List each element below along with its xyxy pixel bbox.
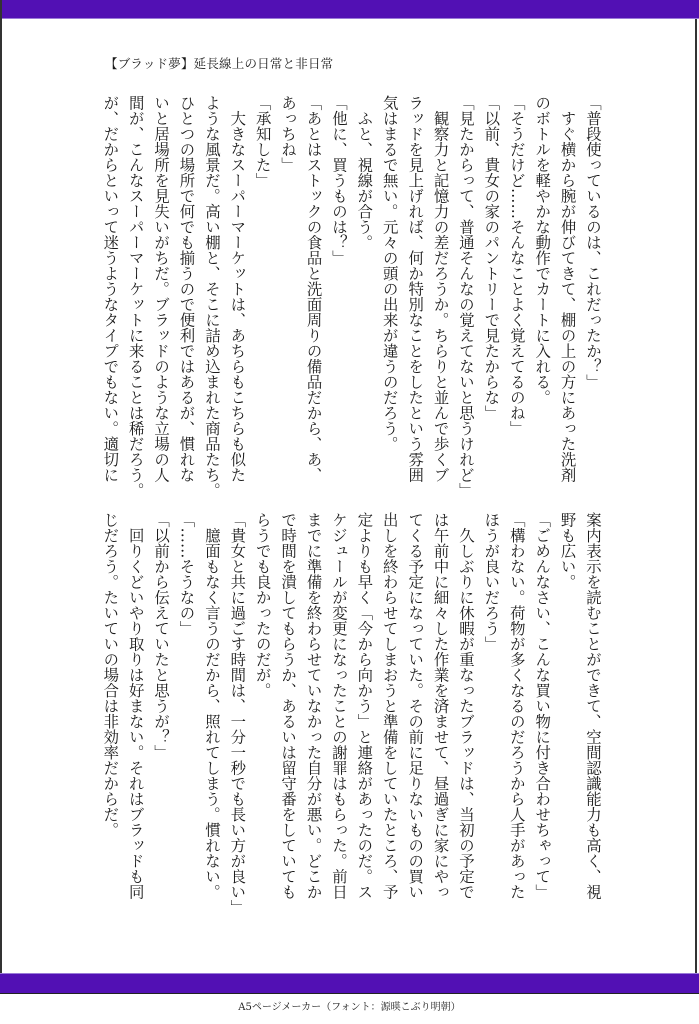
- text-column: 「以前から伝えていたと思うが？」: [152, 512, 171, 760]
- text-column: 「そうだけど……そんなことよく覚えてるのね」: [507, 95, 526, 436]
- text-column: 大きなスーパーマーケットは、あちらもこちらも似た: [228, 95, 247, 483]
- text-column: 「他に、買うものは？」: [329, 95, 348, 266]
- text-column: ラッドを見上げれば、何か特別なことをしたという雰囲: [406, 95, 425, 483]
- text-column: ほうが良いだろう」: [482, 512, 501, 652]
- text-column: 観察力と記憶力の差だろうか。ちらりと並んで歩くブ: [431, 95, 450, 483]
- text-column: 「あとはストックの食品と洗面周りの備品だから、あ、: [304, 95, 323, 483]
- text-column: ような風景だ。高い棚と、そこに詰め込まれた商品たち。: [202, 95, 221, 498]
- text-column: 「……そうなの」: [177, 512, 196, 636]
- text-column: じだろう。たいていの場合は非効率だからだ。: [101, 512, 120, 838]
- text-column: が、だからといって迷うようなタイプでもない。適切に: [101, 95, 120, 483]
- text-column: 「承知した」: [253, 95, 272, 188]
- text-column: らうでも良かったのだが。: [253, 512, 272, 698]
- text-column: ふと、視線が合う。: [355, 95, 374, 250]
- text-column: すぐ横から腕が伸びてきて、棚の上の方にあった洗剤: [558, 95, 577, 483]
- text-column: 「構わない。荷物が多くなるのだろうから人手があった: [507, 512, 526, 900]
- text-column: 間が、こんなスーパーマーケットに来ることは稀だろう。: [126, 95, 145, 498]
- text-column: てくる予定になっていた。その前に足りないものの買い: [406, 512, 425, 900]
- text-column: いと居場所を見失いがちだ。ブラッドのような立場の人: [152, 95, 171, 483]
- text-column: 気はまるで無い。元々の頭の出来が違うのだろう。: [380, 95, 399, 452]
- text-column: 「普段使っているのは、これだったか？」: [584, 95, 602, 390]
- text-column: ひとつの場所で何でも揃うので便利ではあるが、慣れな: [177, 95, 196, 483]
- text-column: 定よりも早く「今から向かう」と連絡があったのだ。ス: [355, 512, 374, 900]
- bottom-color-bar: [0, 973, 699, 994]
- page-header-title: 【ブラッド夢】延長線上の日常と非日常: [105, 56, 334, 71]
- text-column: 久しぶりに休暇が重なったブラッドは、当初の予定で: [456, 512, 475, 900]
- text-column: 臆面もなく言うのだから、照れてしまう。慣れない。: [202, 512, 221, 900]
- text-column: で時間を潰してもらうか、あるいは留守番をしていても: [279, 512, 298, 900]
- lower-text-block: [97, 512, 605, 917]
- text-column: までに準備を終わらせていなかった自分が悪い。どこか: [304, 512, 323, 900]
- text-column: 「見たからって、普通そんなの覚えてないと思うけれど」: [456, 95, 475, 498]
- text-column: 案内表示を読むことができて、空間認識能力も高く、視: [584, 512, 602, 900]
- text-column: ケジュールが変更になったことの謝罪はもらった。前日: [329, 512, 348, 900]
- text-column: 「貴女と共に過ごす時間は、一分一秒でも長い方が良い」: [228, 512, 247, 915]
- text-column: 野も広い。: [558, 512, 577, 590]
- footer-credit: A5ページメーカー（フォント：源暎こぶり明朝）: [238, 1002, 461, 1013]
- text-column: あっちね」: [279, 95, 298, 173]
- text-column: 「以前、貴女の家のパントリーで見たからな」: [482, 95, 501, 421]
- text-column: 出しを終わらせてしまおうと準備をしていたところ、予: [380, 512, 399, 900]
- text-column: のボトルを軽やかな動作でカートに入れる。: [533, 95, 552, 405]
- text-column: 「ごめんなさい、こんな買い物に付き合わせちゃって」: [533, 512, 552, 900]
- upper-text-block: [97, 95, 605, 500]
- text-column: 回りくどいやり取りは好まない。それはブラッドも同: [126, 512, 145, 900]
- top-color-bar: [2, 0, 699, 19]
- text-column: は午前中に細々した作業を済ませて、昼過ぎに家にやっ: [431, 512, 450, 900]
